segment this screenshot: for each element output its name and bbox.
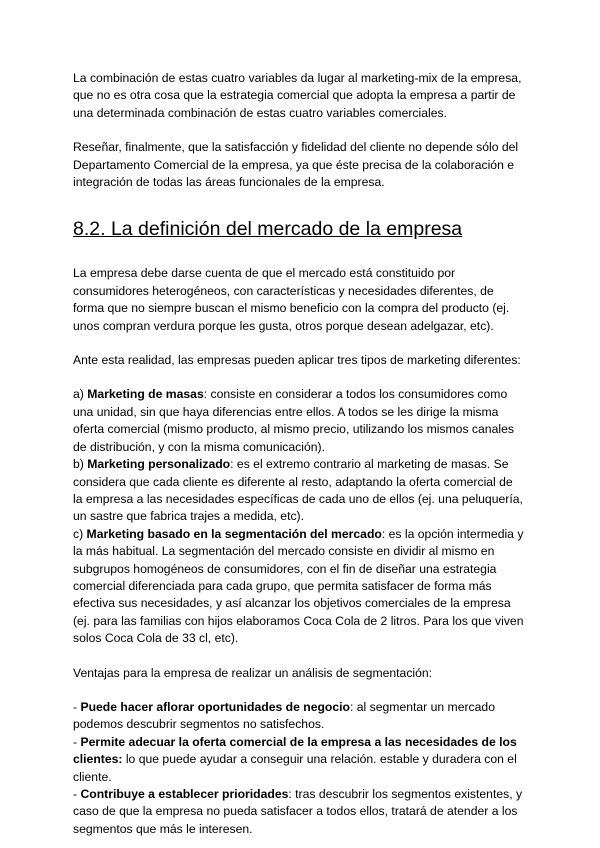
paragraph-marketing-mix: La combinación de estas cuatro variables da lugar al marketing-mix de la empresa, que no es otra cosa que la estrategia comercial que adopta la empresa a partir de una determinada combinación de estas cuatro variables comerciales. — [73, 71, 522, 120]
term-priorities: Contribuye a establecer prioridades — [80, 787, 289, 801]
marketing-types-list — [73, 386, 525, 647]
paragraph-advantages-intro: Ventajas para la empresa de realizar un análisis de segmentación: — [73, 665, 433, 680]
list-item-mass-marketing: a) Marketing de masas: consiste en considerar a todos los consumidores como una unidad, sin que haya diferencias entre ellos. A todos se les dirige la misma oferta comercial (mismo producto, al mismo precio, utilizando los mismos canales de distribución, y con la misma comunicación). — [73, 387, 514, 454]
list-item-segmentation-marketing: c) Marketing basado en la segmentación del mercado: es la opción intermedia y la más habitual. La segmentación del mercado consiste en dividir al mismo en subgrupos homogéneos de consumidores, con el fin de diseñar una estrategia comercial diferenciada para cada grupo, que permita satisfacer de forma más efectiva sus necesidades, y así alcanzar los objetivos comerciales de la empresa (ej. para las familias con hijos elaboramos Coca Cola de 2 litros. Para los que viven solos Coca Cola de 33 cl, etc). — [73, 526, 524, 646]
paragraph-market-heterogeneous: La empresa debe darse cuenta de que el mercado está constituido por consumidores heterogéneos, con características y necesidades diferentes, de forma que no siempre buscan el mismo beneficio con la compra del producto (ej. unos compran verdura porque les gusta, otros porque desean adelgazar, etc). — [73, 266, 510, 333]
spacer — [73, 648, 525, 665]
term-opportunities: Puede hacer aflorar oportunidades de negocio — [80, 699, 350, 714]
term-mass-marketing: Marketing de masas — [87, 387, 204, 402]
term-personalized-marketing: Marketing personalizado — [87, 457, 231, 472]
list-item-personalized-marketing: b) Marketing personalizado: es el extremo contrario al marketing de masas. Se considera que cada cliente es diferente al resto, adaptando la oferta comercial de la empresa a las necesidades específicas de cada uno de ellos (ej. una peluquería, un sastre que fabrica trajes a medida, etc). — [73, 457, 523, 524]
term-adapt-offer: Permite adecuar la oferta comercial de la empresa a las necesidades de los clientes: — [73, 734, 517, 767]
document-body — [73, 70, 525, 838]
advantages-list — [73, 699, 525, 838]
section-heading: 8.2. La definición del mercado de la empresa — [73, 218, 463, 241]
list-item-advantage-adapt-offer: - Permite adecuar la oferta comercial de la empresa a las necesidades de los clientes: lo que puede ayudar a conseguir una relación. estable y duradera con el cliente. — [73, 734, 517, 784]
paragraph-marketing-types-intro: Ante esta realidad, las empresas pueden aplicar tres tipos de marketing diferentes: — [73, 353, 521, 368]
paragraph-satisfaction: Reseñar, finalmente, que la satisfacción y fidelidad del cliente no depende sólo del Departamento Comercial de la empresa, ya que éste precisa de la colaboración e integración de todas las áreas funcionales de la empresa. — [73, 140, 519, 190]
list-item-advantage-priorities: - Contribuye a establecer prioridades: tras descubrir los segmentos existentes, y caso de que la empresa no pueda satisfacer a todos ellos, tratará de atender a los segmentos que más le interesen. — [73, 787, 523, 836]
term-segmentation-marketing: Marketing basado en la segmentación del mercado — [86, 526, 382, 541]
list-item-advantage-opportunities: - Puede hacer aflorar oportunidades de negocio: al segmentar un mercado podemos descubrir segmentos no satisfechos. — [73, 699, 495, 732]
